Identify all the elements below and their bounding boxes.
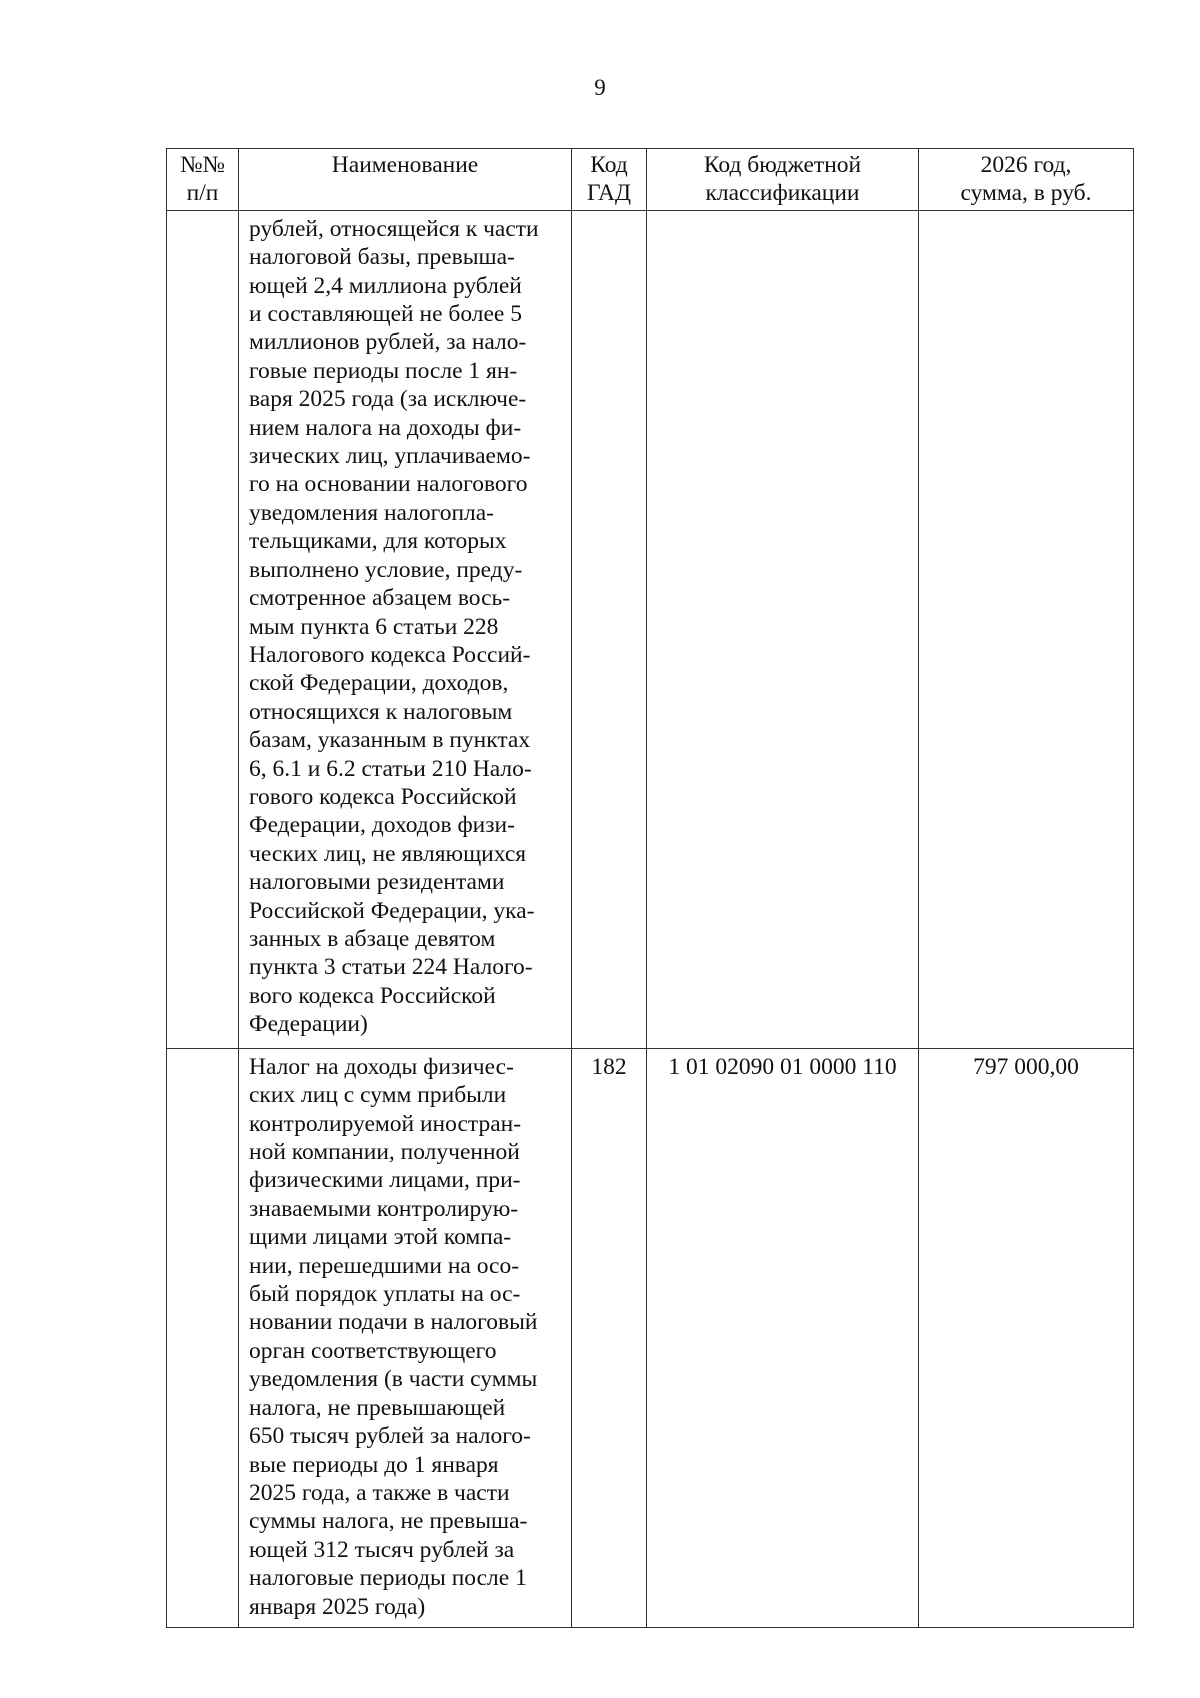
row-number-cell [167, 210, 239, 1048]
name-text-line: вые периоды до 1 января [249, 1451, 499, 1478]
name-text-line: ской Федерации, доходов, [249, 670, 509, 697]
header-name [239, 149, 572, 211]
header-num-line-2: п/п [186, 180, 219, 207]
row-name-cell [239, 210, 572, 1048]
name-text-line: мым пункта 6 статьи 228 [249, 613, 499, 640]
name-text-line: говые периоды после 1 ян- [249, 357, 518, 384]
header-sum-line-1: 2026 год, [980, 152, 1072, 178]
name-text-line: относящихся к налоговым [249, 698, 513, 725]
name-text-line: налога, не превышающей [249, 1394, 506, 1421]
row-name-cell [239, 1048, 572, 1627]
header-num-line-1: №№ [180, 152, 225, 178]
name-text-line: нии, перешедшими на осо- [249, 1252, 520, 1279]
header-kbk-line-1: Код бюджетной [703, 152, 862, 178]
name-text-line: ной компании, полученной [249, 1139, 520, 1166]
name-text-line: миллионов рублей, за нало- [249, 329, 527, 356]
budget-revenue-table [166, 148, 1134, 1628]
name-text-line: налоговые периоды после 1 [249, 1565, 527, 1592]
header-name-line-1: Наименование [331, 152, 479, 178]
header-gad [572, 149, 647, 211]
name-text-line: пункта 3 статьи 224 Налого- [249, 954, 533, 981]
name-text-line: суммы налога, не превыша- [249, 1508, 528, 1535]
name-text-line: уведомления налогопла- [249, 499, 495, 526]
name-text-line: ских лиц с сумм прибыли [249, 1082, 507, 1109]
row-sum-cell: 797 000,00 [919, 1048, 1134, 1627]
name-text-line: зических лиц, уплачиваемо- [249, 443, 531, 470]
name-text-line: щими лицами этой компа- [249, 1224, 512, 1251]
table-row [167, 1048, 1134, 1627]
name-text-line: Федерации) [249, 1011, 368, 1038]
row-gad-cell: 182 [572, 1048, 647, 1627]
name-text-line: 6, 6.1 и 6.2 статьи 210 Нало- [249, 755, 532, 782]
header-sum-line-2: сумма, в руб. [960, 180, 1092, 207]
name-text-line: января 2025 года) [249, 1593, 426, 1620]
name-text-line: выполнено условие, преду- [249, 556, 523, 583]
header-gad-line-2: ГАД [586, 180, 632, 207]
row-sum-cell [919, 210, 1134, 1048]
name-text-line: варя 2025 года (за исключе- [249, 386, 527, 413]
name-text-line: 2025 года, а также в части [249, 1479, 510, 1506]
name-text-line: го на основании налогового [249, 471, 528, 498]
name-text-line: Налогового кодекса Россий- [249, 641, 531, 668]
header-kbk-line-2: классификации [705, 180, 860, 207]
name-text-line: физическими лицами, при- [249, 1167, 521, 1194]
name-text-line: контролируемой иностран- [249, 1110, 522, 1137]
table-row [167, 210, 1134, 1048]
name-text-line: вого кодекса Российской [249, 982, 496, 1009]
name-text-line: новании подачи в налоговый [249, 1309, 538, 1336]
row-kbk-cell: 1 01 02090 01 0000 110 [647, 1048, 919, 1627]
name-text-line: Российской Федерации, ука- [249, 897, 535, 924]
name-text-line: гового кодекса Российской [249, 783, 517, 810]
table-header-row [167, 149, 1134, 211]
name-text-line: орган соответствующего [249, 1337, 497, 1364]
name-text-line: бый порядок уплаты на ос- [249, 1281, 521, 1308]
name-text-line: 650 тысяч рублей за налого- [249, 1423, 531, 1450]
header-kbk [647, 149, 919, 211]
row-gad-cell [572, 210, 647, 1048]
row-number-cell [167, 1048, 239, 1627]
name-text-line: Налог на доходы физичес- [249, 1053, 514, 1080]
header-sum [919, 149, 1134, 211]
name-text-line: знаваемыми контролирую- [249, 1195, 519, 1222]
name-text-line: тельщиками, для которых [249, 528, 507, 555]
name-text-line: базам, указанным в пунктах [249, 727, 531, 754]
row-kbk-cell [647, 210, 919, 1048]
name-text-line: занных в абзаце девятом [249, 925, 496, 952]
header-gad-line-1: Код [590, 152, 628, 178]
name-text-line: и составляющей не более 5 [249, 301, 522, 328]
header-num [167, 149, 239, 211]
name-text-line: нием налога на доходы фи- [249, 414, 522, 441]
name-text-line: Федерации, доходов физи- [249, 812, 515, 839]
name-text-line: ческих лиц, не являющихся [249, 840, 527, 867]
page-number: 9 [594, 75, 606, 100]
name-text-line: ющей 2,4 миллиона рублей [249, 272, 522, 299]
name-text-line: рублей, относящейся к части [249, 215, 539, 242]
name-text-line: налоговой базы, превыша- [249, 244, 515, 271]
name-text-line: смотренное абзацем вось- [249, 585, 511, 612]
name-text-line: уведомления (в части суммы [249, 1366, 538, 1393]
name-text-line: налоговыми резидентами [249, 869, 505, 896]
name-text-line: ющей 312 тысяч рублей за [249, 1536, 515, 1563]
